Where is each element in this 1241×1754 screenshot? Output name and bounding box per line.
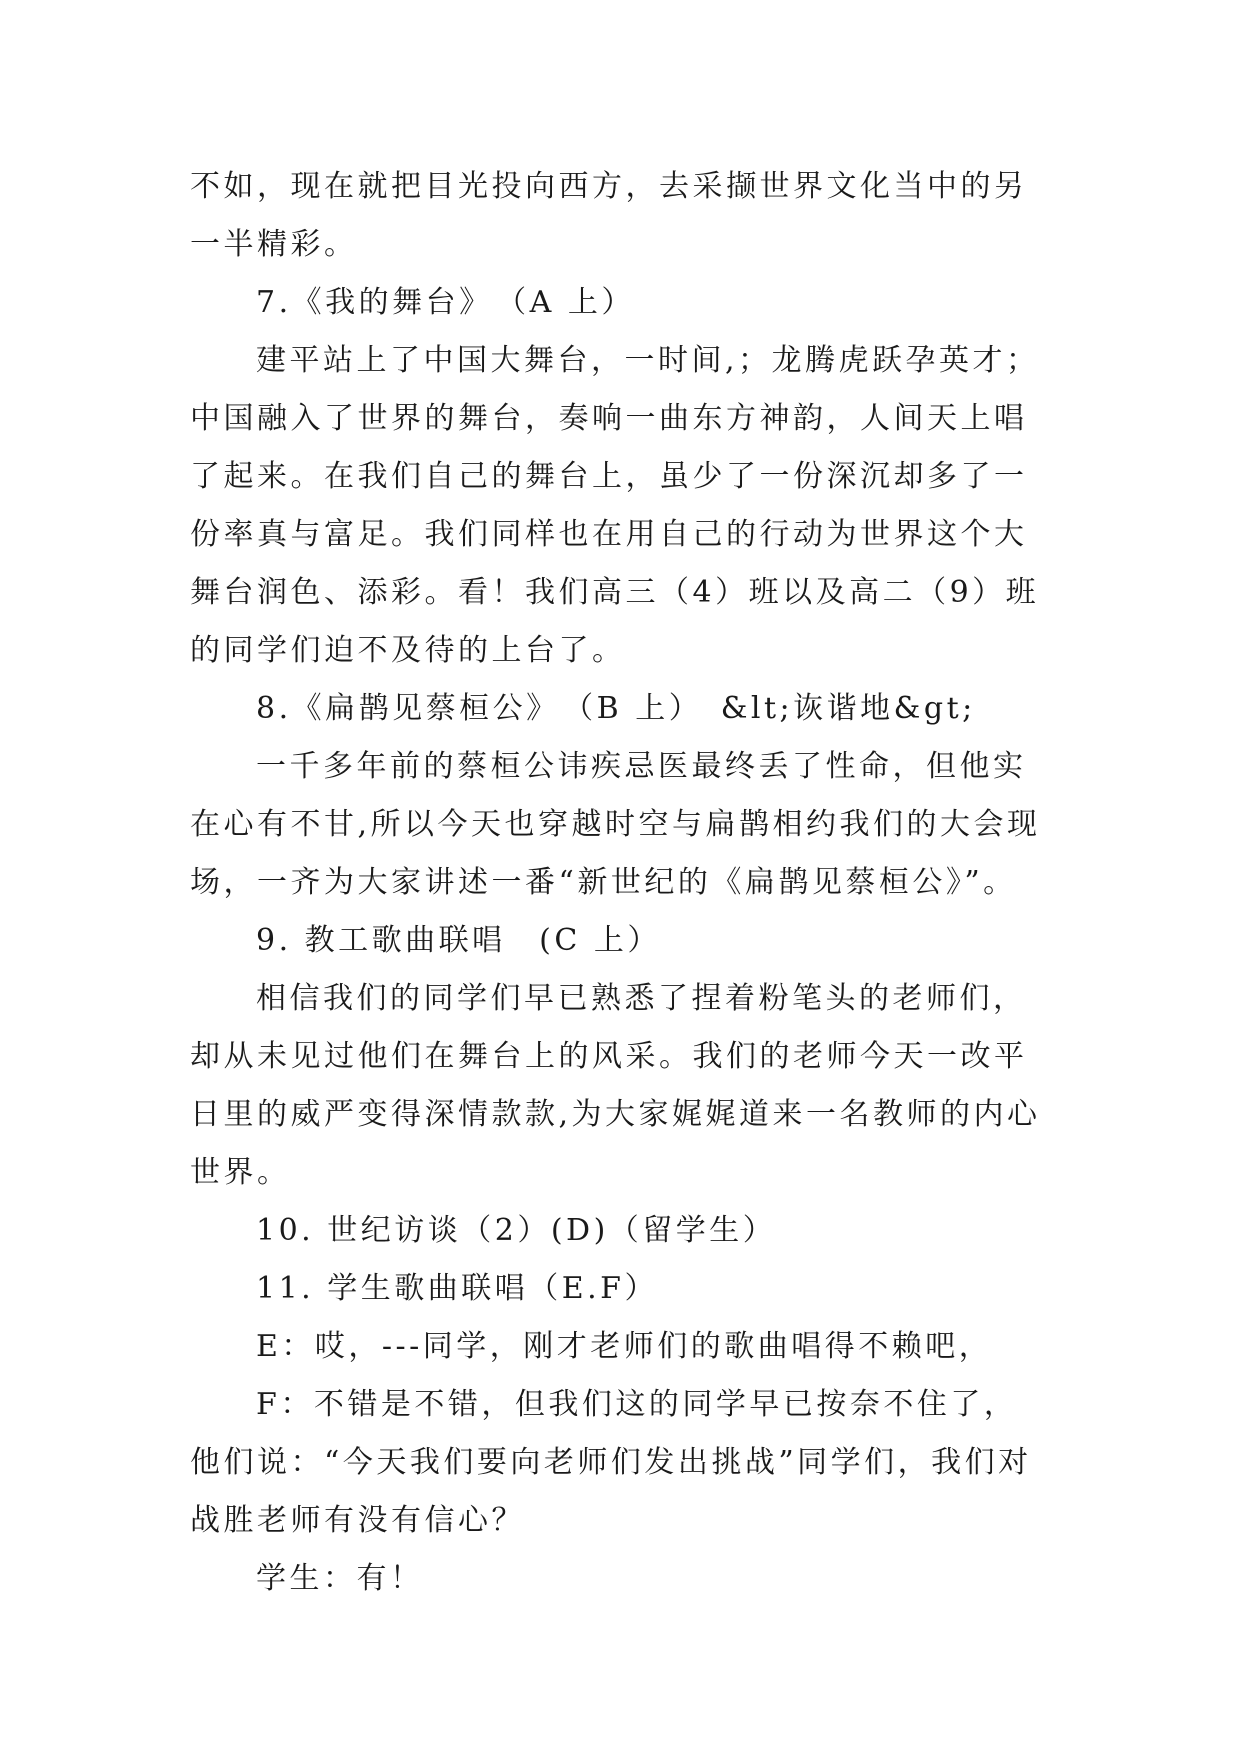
section-heading: 7.《我的舞台》 （A 上） bbox=[256, 285, 635, 320]
dialogue-line: 学生：有！ bbox=[256, 1561, 424, 1596]
paragraph: 建平站上了中国大舞台，一时间,；龙腾虎跃孕英才；中国融入了世界的舞台，奏响一曲东方神韵，人间天上唱了起来。在我们自己的舞台上，虽少了一份深沉却多了一份率真与富足。我们同样也在用自己的行动为世界这个大舞台润色、添彩。看！我们高三（4）班以及高二（9）班的同学们迫不及待的上台了。 bbox=[190, 343, 1040, 668]
section-heading: 9. 教工歌曲联唱 (C 上） bbox=[256, 923, 661, 958]
section-heading: 11. 学生歌曲联唱（E.F） bbox=[256, 1271, 658, 1306]
paragraph: 相信我们的同学们早已熟悉了捏着粉笔头的老师们，却从未见过他们在舞台上的风采。我们的老师今天一改平日里的威严变得深情款款,为大家娓娓道来一名教师的内心世界。 bbox=[190, 981, 1041, 1190]
paragraph: 一千多年前的蔡桓公讳疾忌医最终丢了性命，但他实在心有不甘,所以今天也穿越时空与扁鹊相约我们的大会现场，一齐为大家讲述一番“新世纪的《扁鹊见蔡桓公》”。 bbox=[190, 749, 1041, 900]
document-body bbox=[190, 158, 1050, 1608]
dialogue-line: E：哎，---同学，刚才老师们的歌曲唱得不赖吧， bbox=[256, 1329, 993, 1364]
section-heading: 8.《扁鹊见蔡桓公》 （B 上） &lt;诙谐地&gt; bbox=[256, 691, 976, 726]
dialogue-line: F：不错是不错，但我们这的同学早已按奈不住了，他们说：“今天我们要向老师们发出挑战”同学们，我们对战胜老师有没有信心？ bbox=[190, 1387, 1032, 1538]
section-heading: 10. 世纪访谈（2）(D)（留学生） bbox=[256, 1213, 777, 1248]
paragraph: 不如，现在就把目光投向西方，去采撷世界文化当中的另一半精彩。 bbox=[190, 169, 1028, 262]
